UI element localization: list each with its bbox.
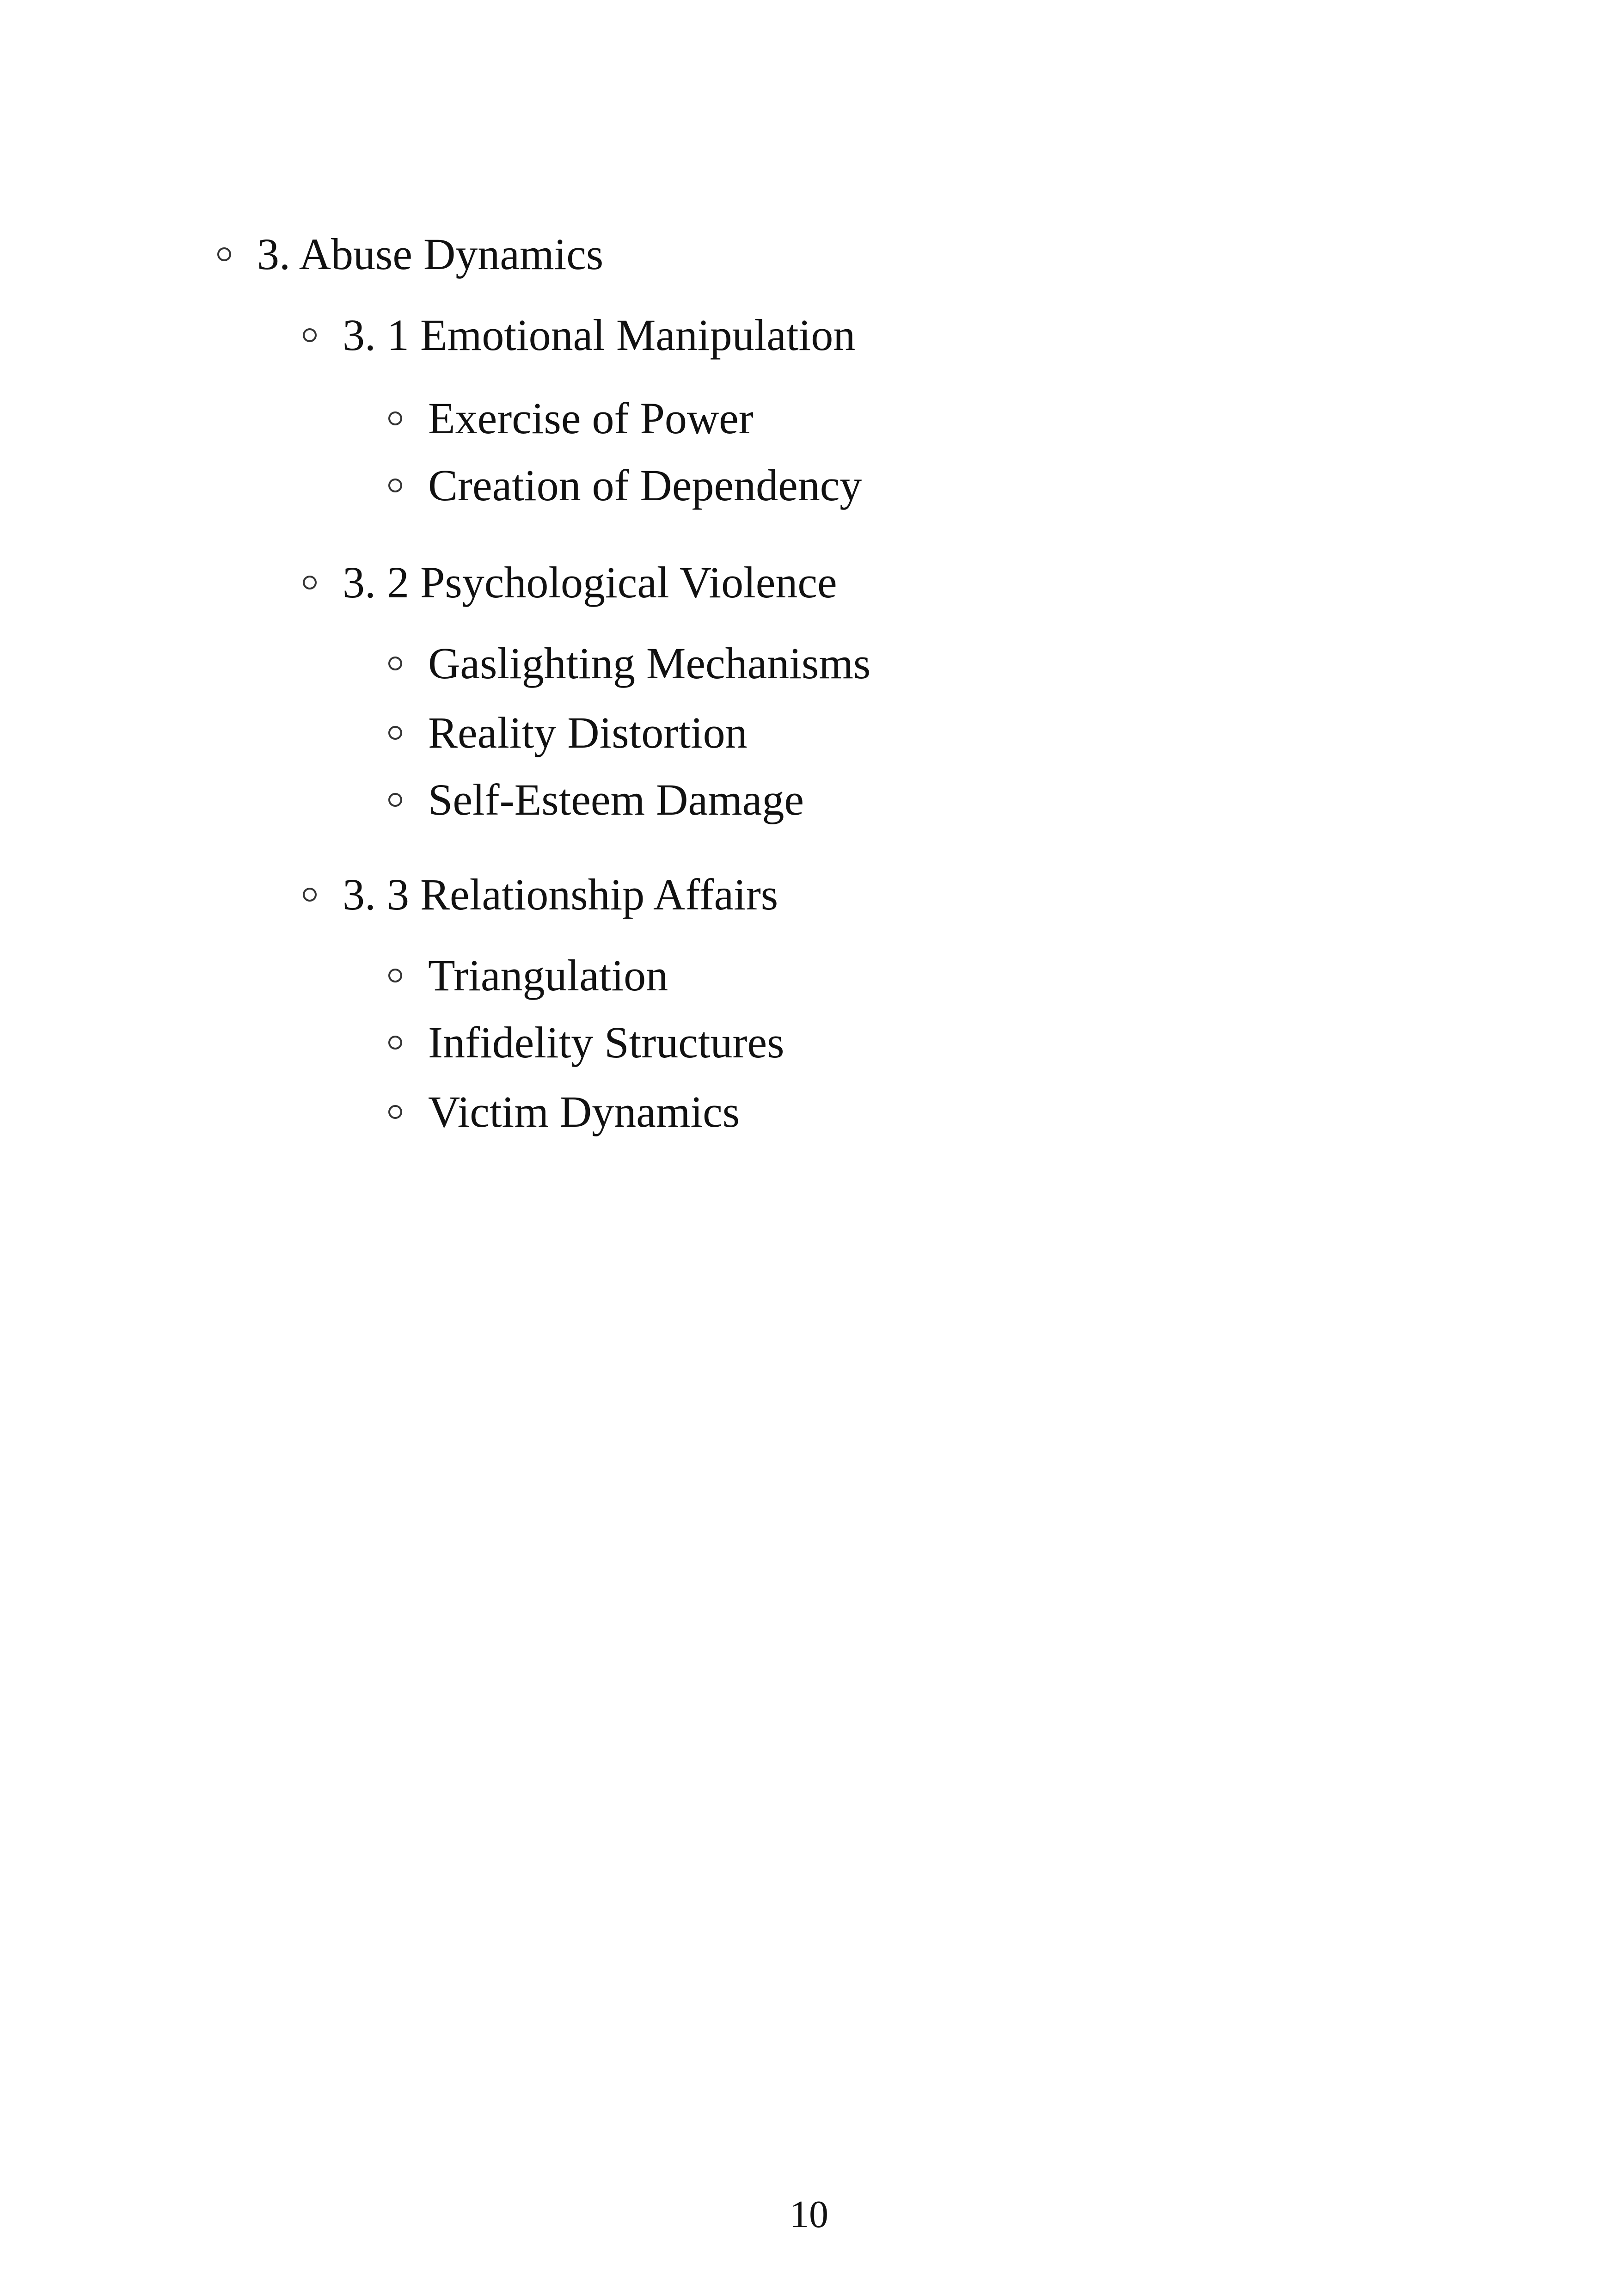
outline-item-creation-of-dependency xyxy=(388,460,862,511)
outline-item-label: 3. Abuse Dynamics xyxy=(257,229,604,279)
hollow-circle-bullet-icon xyxy=(217,247,231,261)
hollow-circle-bullet-icon xyxy=(388,479,402,492)
outline-item-reality-distortion xyxy=(388,707,748,758)
outline-item-label: Creation of Dependency xyxy=(428,460,862,510)
outline-item-exercise-of-power xyxy=(388,393,754,444)
outline-item-subsection-3-3 xyxy=(303,869,778,920)
outline-item-subsection-3-2 xyxy=(303,557,837,608)
outline-item-self-esteem-damage xyxy=(388,774,804,825)
outline-item-label: Victim Dynamics xyxy=(428,1087,740,1136)
hollow-circle-bullet-icon xyxy=(388,726,402,740)
outline-item-gaslighting-mechanisms xyxy=(388,638,870,689)
outline-item-infidelity-structures xyxy=(388,1017,784,1068)
hollow-circle-bullet-icon xyxy=(303,888,317,902)
hollow-circle-bullet-icon xyxy=(388,1036,402,1050)
hollow-circle-bullet-icon xyxy=(303,576,317,589)
outline-item-subsection-3-1 xyxy=(303,310,855,361)
hollow-circle-bullet-icon xyxy=(388,657,402,670)
hollow-circle-bullet-icon xyxy=(388,793,402,807)
outline-item-label: Infidelity Structures xyxy=(428,1018,784,1067)
hollow-circle-bullet-icon xyxy=(388,1105,402,1119)
outline-item-section-3 xyxy=(217,229,603,280)
page-number: 10 xyxy=(790,2193,828,2236)
outline-item-label: 3. 1 Emotional Manipulation xyxy=(343,310,856,360)
hollow-circle-bullet-icon xyxy=(388,411,402,425)
outline-item-victim-dynamics xyxy=(388,1087,740,1137)
outline-item-label: Exercise of Power xyxy=(428,393,754,443)
outline-item-label: Triangulation xyxy=(428,951,668,1000)
outline-item-label: 3. 2 Psychological Violence xyxy=(343,558,837,607)
outline-item-label: 3. 3 Relationship Affairs xyxy=(343,870,778,919)
outline-item-label: Self-Esteem Damage xyxy=(428,775,804,824)
outline-item-triangulation xyxy=(388,950,668,1001)
outline-item-label: Gaslighting Mechanisms xyxy=(428,638,871,688)
outline-item-label: Reality Distortion xyxy=(428,708,748,757)
hollow-circle-bullet-icon xyxy=(303,328,317,342)
hollow-circle-bullet-icon xyxy=(388,969,402,982)
